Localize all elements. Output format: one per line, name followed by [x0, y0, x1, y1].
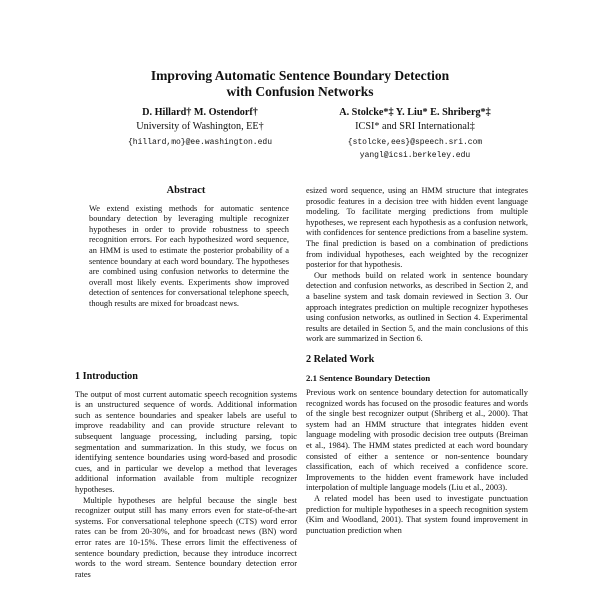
intro-paragraph-1: The output of most current automatic speech recognition systems is an unstructured sequence of words. Additional information such as sentence boundaries and speaker labels are useful to improve readability and can provide structure relevant to subsequent language processing, including parsing, topic segmentation and summarization. In this study, we focus on identifying sentence boundaries using word-based and prosodic cues, and in particular we develop a method that leverages additional information available from multiple recognizer hypotheses.: [75, 389, 297, 494]
section-1-heading: 1 Introduction: [75, 371, 138, 382]
left-author-block: [90, 106, 310, 149]
paper-title-line1: Improving Automatic Sentence Boundary Detection: [150, 68, 450, 83]
right-author-email-1: {stolcke,ees}@speech.sri.com: [347, 138, 483, 147]
left-author-names: D. Hillard† M. Ostendorf†: [142, 107, 258, 118]
right-author-affiliation: ICSI* and SRI International‡: [355, 121, 475, 132]
right-paragraph-2: Our methods build on related work in sentence boundary detection and confusion networks, as described in Section 2, and a baseline system and task domain reviewed in Section 3. Our approach integrates prediction on multiple recognizer hypotheses using confusion networks, as outlined in Section 4. Experimental results are detailed in Section 5, and the main conclusions of this work are summarized in Section 6.: [306, 270, 528, 344]
section-2-heading: 2 Related Work: [306, 353, 375, 365]
right-author-block: [285, 106, 545, 162]
paper-title-line2: with Confusion Networks: [226, 84, 374, 99]
right-paragraph-1: esized word sequence, using an HMM structure that integrates prosodic features in a decision tree with hidden event language modeling. To facilitate merging predictions from multiple hypotheses, we represent each hypothesis as a confusion network, with confidences for sentence predictions from a baseline system. The final prediction is based on a combination of predictions from individual hypotheses, each weighted by the recognizer posterior for that hypothesis.: [306, 186, 528, 270]
right-column: [306, 186, 528, 536]
right-paragraph-3: Previous work on sentence boundary detection for automatically recognized words has focused on the prosodic features and words of the single best recognizer output (Shriberg et al., 2000). That system had an HMM structure that integrates hidden event language modeling with prosodic decision tree outputs (Breiman et al., 1984). The HMM states predicted at each word boundary consisted of either a sentence or non-sentence boundary classification, each of which received a confidence score. Improvements to the hidden event framework have included interpolation of multiple language models (Liu et al., 2003).: [306, 388, 528, 493]
abstract-body: [75, 204, 297, 310]
right-author-email-2: yangl@icsi.berkeley.edu: [359, 151, 471, 160]
abstract-heading: Abstract: [166, 185, 206, 196]
abstract-text: We extend existing methods for automatic sentence boundary detection by leveraging multiple recognizer hypotheses in order to provide robustness to speech recognition errors. For each hypothesized word sequence, an HMM is used to estimate the posterior probability of a sentence boundary at each word boundary. The hypotheses are combined using confusion networks to determine the overall most likely events. Experiments show improved detection of sentences for conversational telephone speech, though results are mixed for broadcast news.: [89, 203, 289, 308]
introduction-column: [75, 372, 297, 580]
section-2-1-heading: 2.1 Sentence Boundary Detection: [306, 372, 431, 383]
intro-paragraph-2: Multiple hypotheses are helpful because the single best recognizer output still has many errors even for state-of-the-art systems. For conversational telephone speech (CTS) word error rates can be from 20-30%, and for broadcast news (BN) word error rates are 10-15%. These errors limit the effectiveness of sentence boundary prediction, because they introduce incorrect words to the word stream. Sentence boundary detection error rates: [75, 495, 297, 579]
left-author-affiliation: University of Washington, EE†: [136, 121, 264, 132]
abstract-column: [75, 186, 297, 310]
left-author-email: {hillard,mo}@ee.washington.edu: [127, 138, 273, 147]
right-paragraph-4: A related model has been used to investigate punctuation prediction for multiple hypotheses in a speech recognition system (Kim and Woodland, 2001). That system found improvement in punctuation prediction when: [306, 494, 528, 535]
right-author-names: A. Stolcke*‡ Y. Liu* E. Shriberg*‡: [339, 107, 491, 118]
